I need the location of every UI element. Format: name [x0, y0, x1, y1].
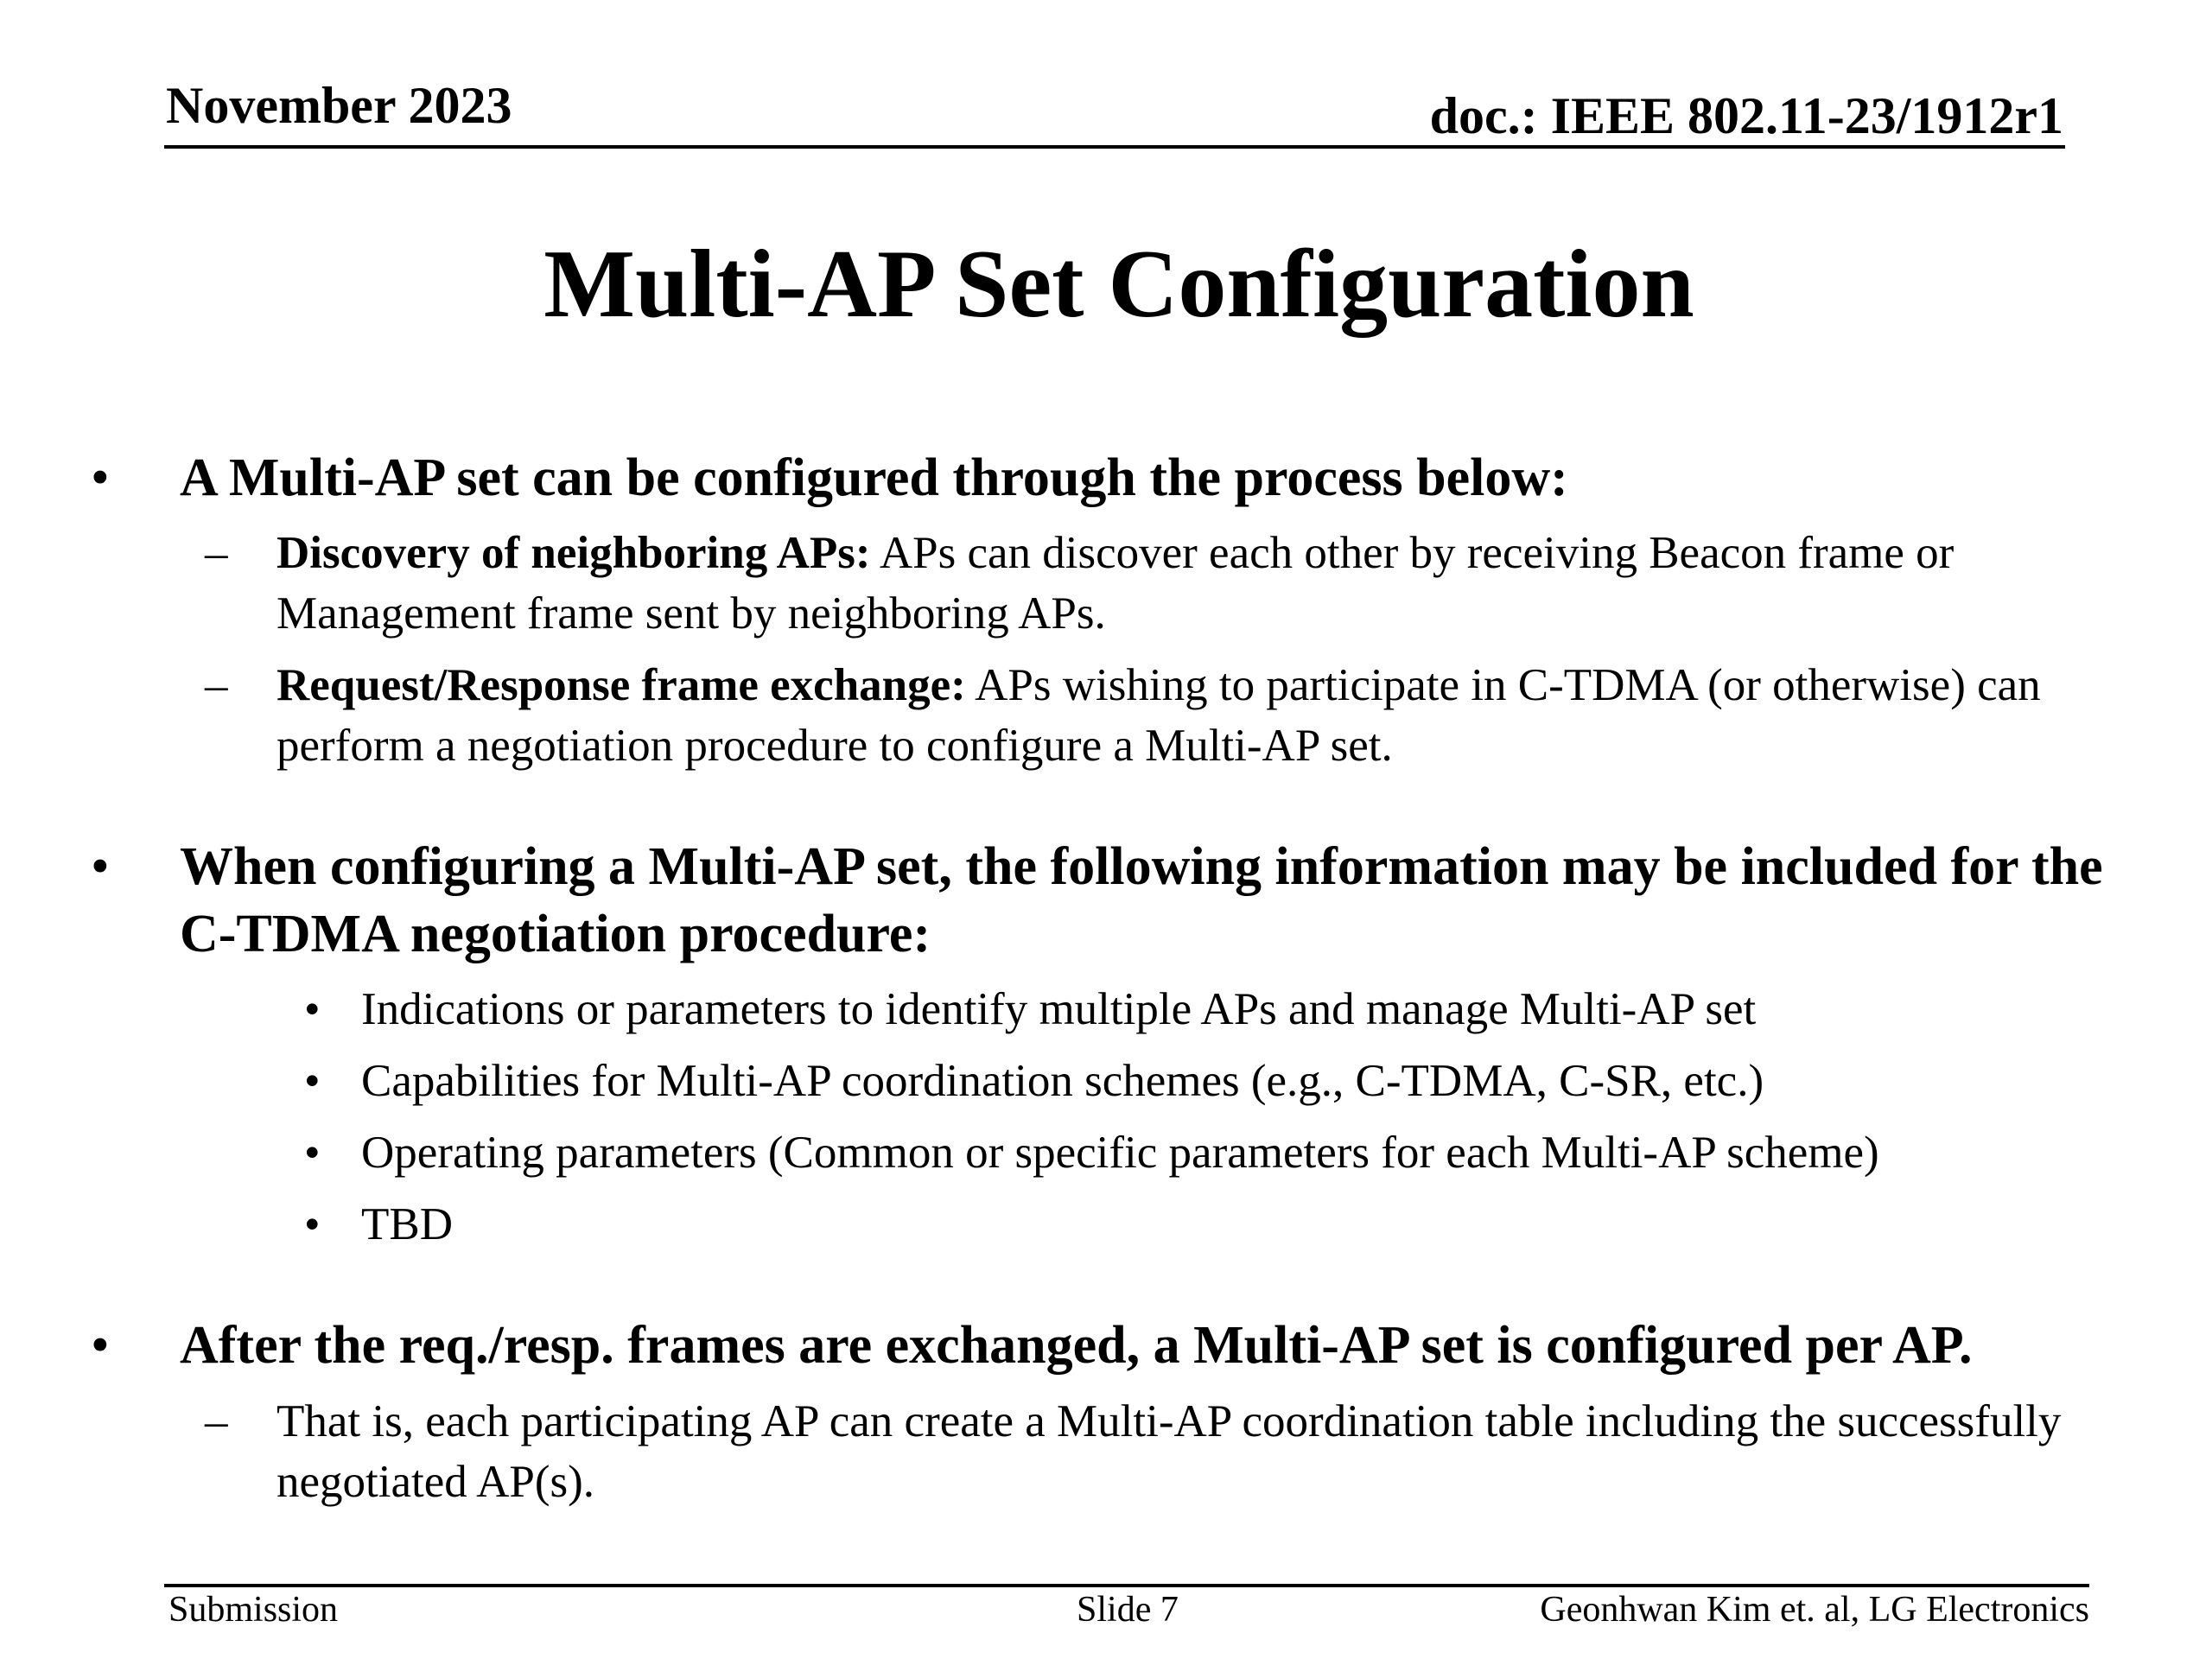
bullet-marker: • [91, 1316, 110, 1375]
footer-author: Geonhwan Kim et. al, LG Electronics [1540, 1590, 2089, 1630]
bullet-text: A Multi-AP set can be configured through the process below: [180, 448, 1568, 507]
bullet-marker: • [91, 837, 110, 896]
info-item-indications [304, 979, 2119, 1039]
header-date: November 2023 [166, 77, 512, 134]
bullet-process [91, 444, 2164, 512]
bullet-marker: • [304, 984, 321, 1034]
sub-bullet-body [276, 655, 2132, 776]
bullet-marker: • [304, 1128, 321, 1178]
info-item-text: Capabilities for Multi-AP coordination schemes (e.g., C-TDMA, C-SR, etc.) [361, 1056, 1764, 1106]
dash-marker: – [205, 660, 228, 710]
sub-bullet-body [276, 523, 2132, 644]
info-item-text: Operating parameters (Common or specific parameters for each Multi-AP scheme) [361, 1128, 1879, 1178]
footer-submission: Submission [168, 1590, 339, 1630]
sub-bullet-text: APs can discover each other by receiving Beacon frame or Management frame sent by neighboring APs. [276, 528, 1955, 639]
bullet-configuring [91, 833, 2164, 968]
bullet-marker: • [91, 448, 110, 507]
sub-bullet-text: APs wishing to participate in C-TDMA (or otherwise) can perform a negotiation procedure to configure a Multi-AP set. [276, 660, 2041, 771]
sub-bullet-request-response [205, 655, 2132, 776]
sub-bullet-coordination-table [205, 1391, 2132, 1512]
bullet-marker: • [304, 1199, 321, 1249]
slide-title: Multi-AP Set Configuration [543, 231, 1694, 338]
sub-bullet-lead: Request/Response frame exchange: [276, 660, 966, 710]
sub-bullet-lead: Discovery of neighboring APs: [276, 528, 871, 578]
header-divider [164, 145, 2065, 149]
bullet-text: After the req./resp. frames are exchanged, a Multi-AP set is configured per AP. [180, 1316, 1973, 1375]
sub-bullet-discovery [205, 523, 2132, 644]
bullet-after-exchange [91, 1312, 2164, 1379]
info-item-capabilities [304, 1051, 2119, 1111]
info-item-text: TBD [361, 1199, 453, 1249]
sub-bullet-text: That is, each participating AP can create a Multi-AP coordination table including the successfully negotiated AP(s). [276, 1396, 2062, 1507]
info-item-operating-parameters [304, 1122, 2119, 1183]
footer-divider [164, 1584, 2089, 1587]
dash-marker: – [205, 1396, 228, 1446]
bullet-marker: • [304, 1056, 321, 1106]
footer-slide-number: Slide 7 [1077, 1590, 1179, 1630]
bullet-text: When configuring a Multi-AP set, the following information may be included for the C-TDMA negotiation procedure: [180, 837, 2103, 963]
dash-marker: – [205, 528, 228, 578]
info-item-tbd [304, 1194, 2119, 1255]
header-doc-id: doc.: IEEE 802.11-23/1912r1 [1429, 87, 2063, 144]
info-item-text: Indications or parameters to identify multiple APs and manage Multi-AP set [361, 984, 1757, 1034]
